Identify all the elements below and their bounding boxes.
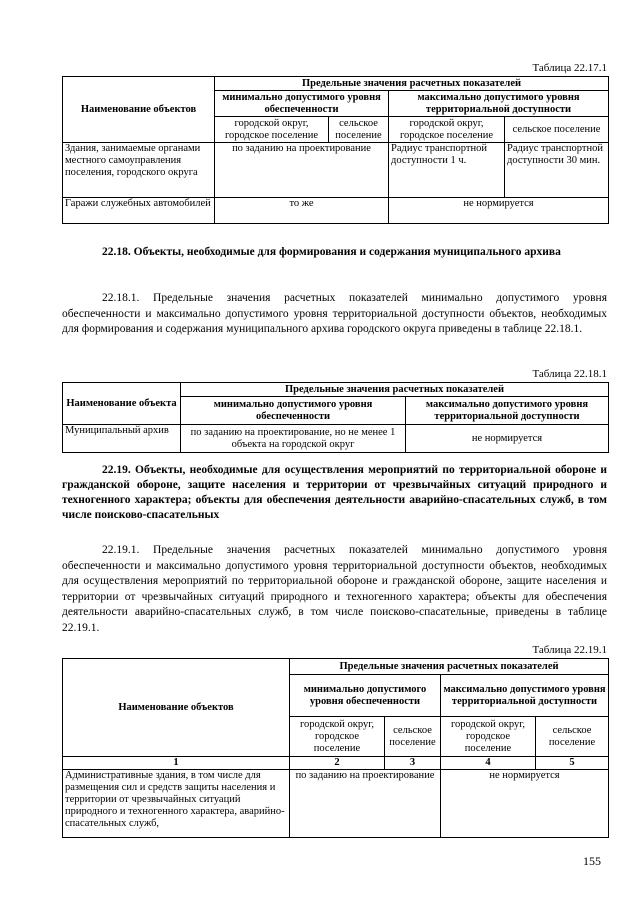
- t3-header-limits: Предельные значения расчетных показателей: [290, 659, 609, 675]
- t3-header-max: максимально допустимого уровня территориальной доступности: [441, 675, 609, 717]
- t3-header-rural-max: сельское поселение: [536, 717, 609, 757]
- t2-row-max: не нормируется: [406, 425, 609, 453]
- t3-header-min: минимально допустимого уровня обеспеченности: [290, 675, 441, 717]
- t1-header-name: Наименование объектов: [63, 77, 215, 143]
- t2-row-name: Муниципальный архив: [63, 425, 181, 453]
- table-22-19-1-caption: Таблица 22.19.1: [532, 644, 607, 656]
- t3-colnum-3: 3: [385, 757, 441, 770]
- section-22-18-heading: 22.18. Объекты, необходимые для формирования и содержания муниципального архива: [102, 246, 561, 258]
- table-22-18-1-caption: Таблица 22.18.1: [532, 368, 607, 380]
- table-22-18-1: [62, 382, 609, 453]
- table-22-17-1: [62, 76, 609, 224]
- t1-header-urban-max: городской округ, городское поселение: [389, 117, 505, 143]
- t3-header-urban-max: городской округ, городское поселение: [441, 717, 536, 757]
- table-22-17-1-caption: Таблица 22.17.1: [532, 62, 607, 74]
- t3-colnum-1: 1: [63, 757, 290, 770]
- t3-header-name: Наименование объектов: [63, 659, 290, 757]
- t2-header-min: минимально допустимого уровня обеспеченности: [181, 397, 406, 425]
- t1-row2-name: Гаражи служебных автомобилей: [63, 198, 215, 224]
- t1-header-min: минимально допустимого уровня обеспеченности: [215, 91, 389, 117]
- t1-row1-max-urban: Радиус транспортной доступности 1 ч.: [389, 143, 505, 198]
- t3-colnum-5: 5: [536, 757, 609, 770]
- t1-row2-max: не нормируется: [389, 198, 609, 224]
- t3-row-max: не нормируется: [441, 770, 609, 838]
- section-22-19-1-paragraph: 22.19.1. Предельные значения расчетных показателей минимально допустимого уровня обеспеченности и максимально допустимого уровня территориальной доступности объектов, необходимых для осуществления мероприятий по территориальной обороне и гражданской обороне, защите населения и территории от чрезвычайных ситуаций природного и техногенного характера; объекты для обеспечения деятельности аварийно-спасательных служб, в том числе поисково-спасательные, приведены в таблице 22.19.1.: [62, 544, 607, 634]
- t2-header-name: Наименование объекта: [63, 383, 181, 425]
- section-22-19-heading: 22.19. Объекты, необходимые для осуществления мероприятий по территориальной обороне и гражданской обороне, защите населения и территории от чрезвычайных ситуаций природного и техногенного характера; объекты для обеспечения деятельности аварийно-спасательных служб, в том числе поисково-спасательных: [62, 464, 607, 521]
- t1-row2-min: то же: [215, 198, 389, 224]
- t3-row-min: по заданию на проектирование: [290, 770, 441, 838]
- t1-header-urban-min: городской округ, городское поселение: [215, 117, 329, 143]
- t1-header-max: максимально допустимого уровня территориальной доступности: [389, 91, 609, 117]
- t3-row-name: Административные здания, в том числе для размещения сил и средств защиты населения и территории от чрезвычайных ситуаций природного и техногенного характера, аварийно-спасательных служб,: [63, 770, 290, 838]
- t1-row1-name: Здания, занимаемые органами местного самоуправления поселения, городского округа: [63, 143, 215, 198]
- t1-row1-max-rural: Радиус транспортной доступности 30 мин.: [505, 143, 609, 198]
- t3-header-urban-min: городской округ, городское поселение: [290, 717, 385, 757]
- table-22-19-1: [62, 658, 609, 838]
- page-number: 155: [583, 854, 601, 868]
- t1-header-limits: Предельные значения расчетных показателей: [215, 77, 609, 91]
- t1-header-rural-min: сельское поселение: [329, 117, 389, 143]
- t1-header-rural-max: сельское поселение: [505, 117, 609, 143]
- t1-row1-min: по заданию на проектирование: [215, 143, 389, 198]
- t3-header-rural-min: сельское поселение: [385, 717, 441, 757]
- t3-colnum-2: 2: [290, 757, 385, 770]
- t2-header-limits: Предельные значения расчетных показателей: [181, 383, 609, 397]
- t3-colnum-4: 4: [441, 757, 536, 770]
- t2-row-min: по заданию на проектирование, но не менее 1 объекта на городской округ: [181, 425, 406, 453]
- section-22-18-1-paragraph: 22.18.1. Предельные значения расчетных показателей минимально допустимого уровня обеспеченности и максимально допустимого уровня территориальной доступности объектов, необходимых для формирования и содержания муниципального архива городского округа приведены в таблице 22.18.1.: [62, 292, 607, 335]
- t2-header-max: максимально допустимого уровня территориальной доступности: [406, 397, 609, 425]
